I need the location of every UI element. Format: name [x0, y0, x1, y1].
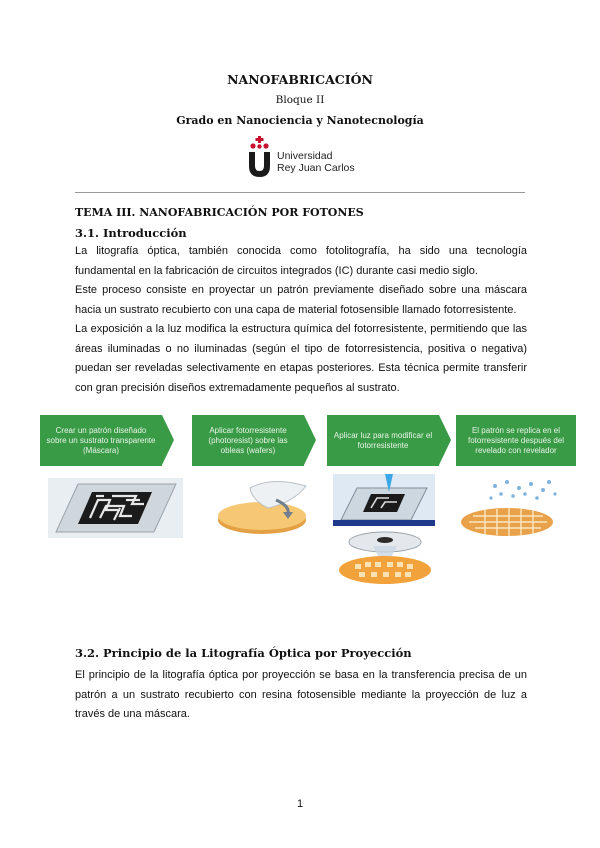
projection-paragraph: El principio de la litografía óptica por proyección se basa en la transferencia precisa de un patrón a un sustrato recubierto con resina fotosensible mediante la proyección de luz a través de una máscara.	[75, 669, 527, 720]
intro-paragraph-3: La exposición a la luz modifica la estructura química del fotorresistente, permitiendo que las áreas iluminadas o no iluminadas (según el tipo de fotorresistencia, positiva o negativa) puedan ser reveladas selectivamente en etapas posteriores. Esta técnica permite transferir con gran precisión diseños extremadamente pequeños al sustrato.	[75, 323, 527, 394]
light-exposure-illustration	[333, 474, 435, 586]
theme-title: TEMA III. NANOFABRICACIÓN POR FOTONES	[75, 206, 364, 219]
wafer-photoresist-illustration	[210, 478, 320, 540]
section-1-heading: 3.1. Introducción	[75, 226, 187, 240]
process-arrow-2	[304, 415, 316, 465]
degree-title: Grado en Nanociencia y Nanotecnología	[176, 114, 424, 127]
process-arrow-3	[439, 415, 451, 465]
university-line1: Universidad	[277, 150, 333, 162]
intro-paragraph-1: La litografía óptica, también conocida como fotolitografía, ha sido una tecnología fundamental en la fabricación de circuitos integrados (IC) durante casi medio siglo.	[75, 245, 527, 277]
process-step-1: Crear un patrón diseñado sobre un sustrato transparente (Máscara)	[40, 415, 162, 466]
university-line2: Rey Juan Carlos	[277, 162, 355, 174]
process-step-4: El patrón se replica en el fotorresistente después del revelado con revelador	[456, 415, 576, 466]
process-arrow-1	[162, 415, 174, 465]
document-title: NANOFABRICACIÓN	[227, 72, 373, 87]
university-name	[277, 150, 355, 174]
header-divider	[75, 192, 525, 193]
developed-wafer-illustration	[455, 478, 575, 540]
process-step-2: Aplicar fotorresistente (photoresist) sobre las obleas (wafers)	[192, 415, 304, 466]
process-step-3: Aplicar luz para modificar el fotorresistente	[327, 415, 439, 466]
document-subtitle: Bloque II	[275, 94, 325, 106]
section-2-heading: 3.2. Principio de la Litografía Óptica por Proyección	[75, 646, 412, 660]
page-number: 1	[296, 798, 304, 810]
mask-pattern-illustration	[48, 478, 183, 538]
intro-paragraph-2: Este proceso consiste en proyectar un patrón previamente diseñado sobre una máscara hacia un sustrato recubierto con una capa de material fotosensible llamado fotorresistente.	[75, 284, 527, 316]
